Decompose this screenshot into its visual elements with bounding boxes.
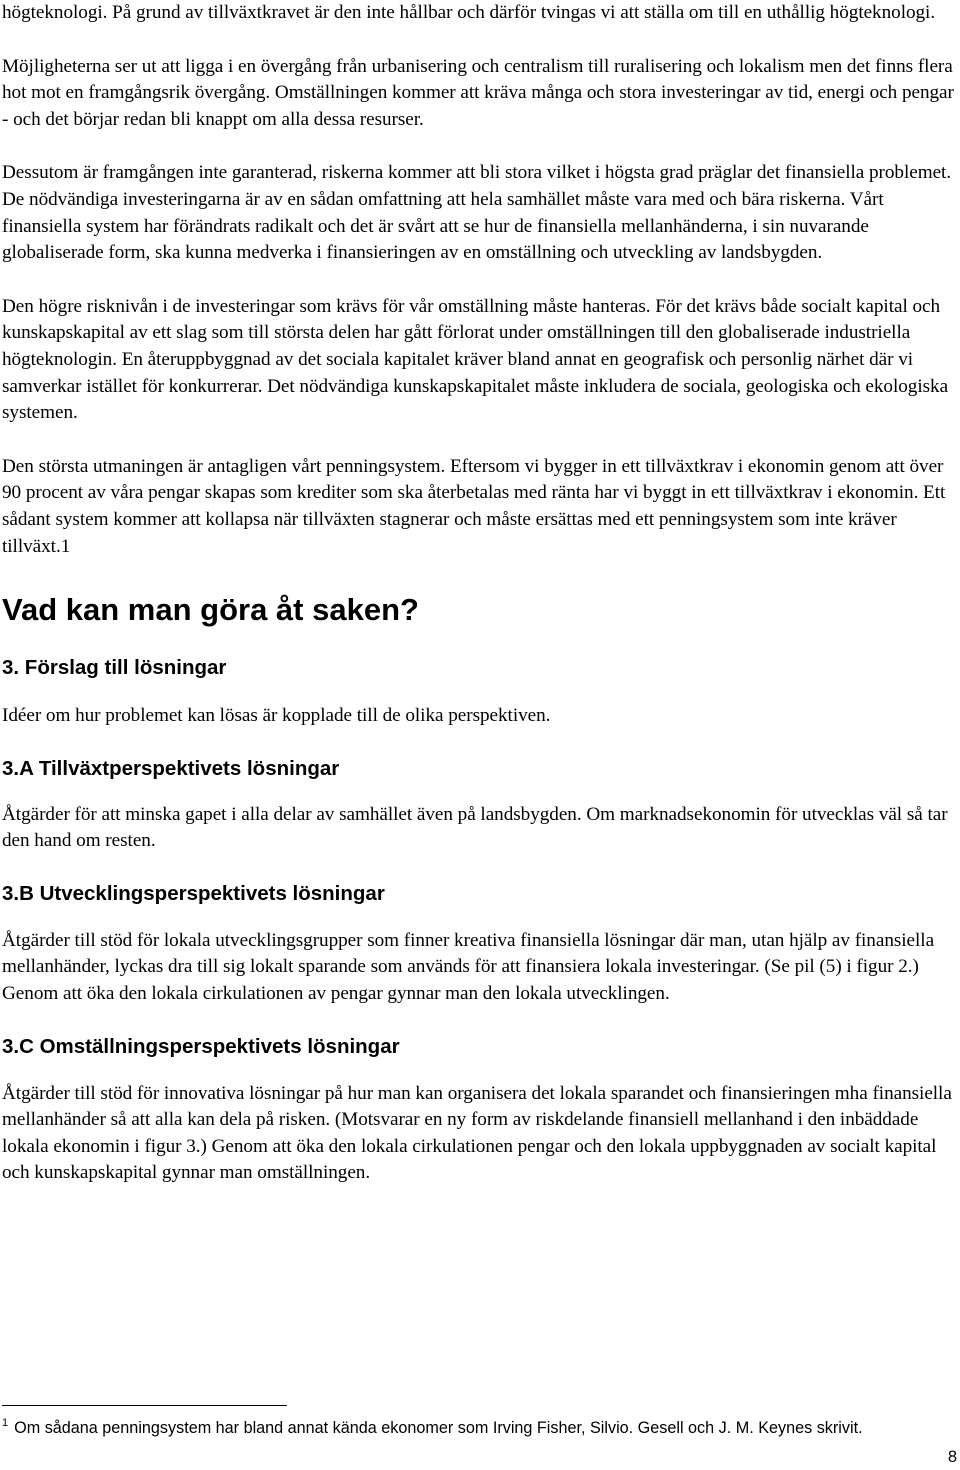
footnote-divider — [2, 1405, 287, 1406]
section-3-title: 3. Förslag till lösningar — [2, 656, 227, 680]
footnote-marker: 1 — [2, 1417, 9, 1429]
section-3b-title: 3.B Utvecklingsperspektivets lösningar — [2, 881, 385, 905]
section-3c-title: 3.C Omställningsperspektivets lösningar — [2, 1034, 400, 1058]
paragraph-1: högteknologi. På grund av tillväxtkravet är den inte hållbar och därför tvingas vi att ställa om till en uthållig högteknologi. — [2, 2, 936, 23]
paragraph-2: Möjligheterna ser ut att ligga i en övergång från urbanisering och centralism till ruralisering och lokalism men det finns flera hot mot en framgångsrik övergång. Omställningen kommer att kräva många och stora investeringar av tid, energi och pengar - och det börjar redan bli knappt om alla dessa resurser. — [2, 55, 954, 130]
footnote — [2, 1412, 957, 1439]
main-heading: Vad kan man göra åt saken? — [2, 592, 419, 628]
section-3b-text: Åtgärder till stöd för lokala utvecklingsgrupper som finner kreativa finansiella lösningar där man, utan hjälp av finansiella mellanhänder, lyckas dra till sig lokalt sparande som används för att finansiera lokala investeringar. (Se pil (5) i figur 2.) Genom att öka den lokala cirkulationen av pengar gynnar man den lokala utvecklingen. — [2, 929, 935, 1005]
paragraph-3: Dessutom är framgången inte garanterad, riskerna kommer att bli stora vilket i högsta grad präglar det finansiella problemet. De nödvändiga investeringarna är av en sådan omfattning att hela samhället måste vara med och bära riskerna. Vårt finansiella system har förändrats radikalt och det är svårt att se hur de finansiella mellanhänderna, i sin nuvarande globaliserade form, ska kunna medverka i finansieringen av en omställning och utveckling av landsbygden. — [2, 162, 952, 264]
section-3c-text: Åtgärder till stöd för innovativa lösningar på hur man kan organisera det lokala sparandet och finansieringen mha finansiella mellanhänder så att alla kan dela på risken. (Motsvarar en ny form av riskdelande finansiell mellanhand i den inbäddade lokala ekonomin i figur 3.) Genom att öka den lokala cirkulationen pengar och den lokala uppbyggnaden av socialt kapital och kunskapskapital gynnar man omställningen. — [2, 1082, 952, 1184]
paragraph-5: Den största utmaningen är antagligen vårt penningsystem. Eftersom vi bygger in ett tillväxtkrav i ekonomin genom att över 90 procent av våra pengar skapas som krediter som ska återbetalas med ränta har vi byggt in ett tillväxtkrav i ekonomin. Ett sådant system kommer att kollapsa när tillväxten stagnerar och måste ersättas med ett penningsystem som inte kräver tillväxt.1 — [2, 455, 946, 557]
page-number: 8 — [947, 1448, 957, 1466]
section-3-text: Idéer om hur problemet kan lösas är kopplade till de olika perspektiven. — [2, 705, 551, 727]
footnote-text: Om sådana penningsystem har bland annat kända ekonomer som Irving Fisher, Silvio. Gesell och J. M. Keynes skrivit. — [14, 1419, 863, 1437]
document-page — [2, 0, 957, 1187]
paragraph-4: Den högre risknivån i de investeringar som krävs för vår omställning måste hanteras. För det krävs både socialt kapital och kunskapskapital av ett slag som till största delen har gått förlorat under omställningen till den globaliserade industriella högteknologin. En återuppbyggnad av det sociala kapitalet kräver bland annat en geografisk och personlig närhet där vi samverkar istället för konkurrerar. Det nödvändiga kunskapskapitalet måste inkludera de sociala, geologiska och ekologiska systemen. — [2, 295, 949, 424]
section-3a-text: Åtgärder för att minska gapet i alla delar av samhället även på landsbygden. Om marknadsekonomin för utvecklas väl så tar den hand om resten. — [2, 803, 948, 852]
section-3a-title: 3.A Tillväxtperspektivets lösningar — [2, 756, 340, 780]
